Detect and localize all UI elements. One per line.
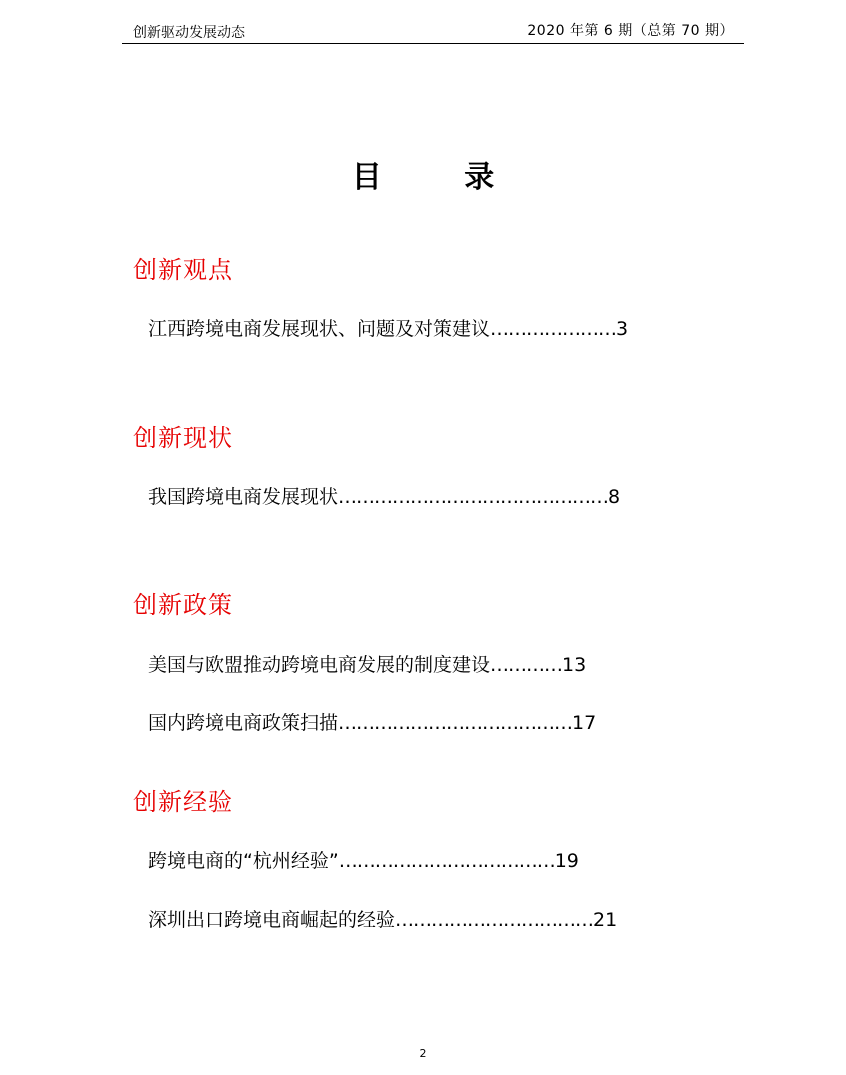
toc-entry-title: 美国与欧盟推动跨境电商发展的制度建设 [148,654,491,676]
section-heading-innovation-views: 创新观点 [133,256,233,284]
running-header-title: 创新驱动发展动态 [133,25,245,41]
toc-title: 目 录 [351,160,531,195]
section-heading-innovation-status: 创新现状 [133,424,233,452]
toc-entry-page: 21 [593,909,618,931]
toc-entry-leader: …………………………… [395,909,594,931]
page-number: 2 [419,1047,427,1060]
toc-entry-page: 13 [562,654,587,676]
section-heading-innovation-experience: 创新经验 [133,788,233,816]
toc-entry[interactable] [148,846,579,873]
toc-entry-page: 8 [608,486,621,508]
running-header-issue: 2020 年第 6 期（总第 70 期） [527,23,734,39]
toc-entry-leader: ……………………………………… [338,486,609,508]
toc-entry[interactable] [148,708,596,735]
toc-entry-title: 我国跨境电商发展现状 [148,486,339,508]
toc-entry-page: 3 [616,318,629,340]
toc-entry-title: 深圳出口跨境电商崛起的经验 [148,909,396,931]
toc-entry-title: 江西跨境电商发展现状、问题及对策建议 [148,318,491,340]
toc-entry-leader: ………………………………… [338,712,573,734]
toc-entry-leader: ………… [490,654,563,676]
toc-entry-leader: ……………………………… [338,850,555,872]
toc-entry[interactable] [148,905,617,932]
toc-entry-leader: ………………… [490,318,617,340]
toc-entry-title: 跨境电商的“杭州经验” [148,850,339,872]
header-divider [122,43,744,44]
toc-entry-page: 17 [572,712,597,734]
section-heading-innovation-policy: 创新政策 [133,591,233,619]
toc-entry-page: 19 [554,850,579,872]
toc-entry-title: 国内跨境电商政策扫描 [148,712,339,734]
toc-entry[interactable] [148,314,628,341]
toc-entry[interactable] [148,482,620,509]
toc-entry[interactable] [148,650,586,677]
